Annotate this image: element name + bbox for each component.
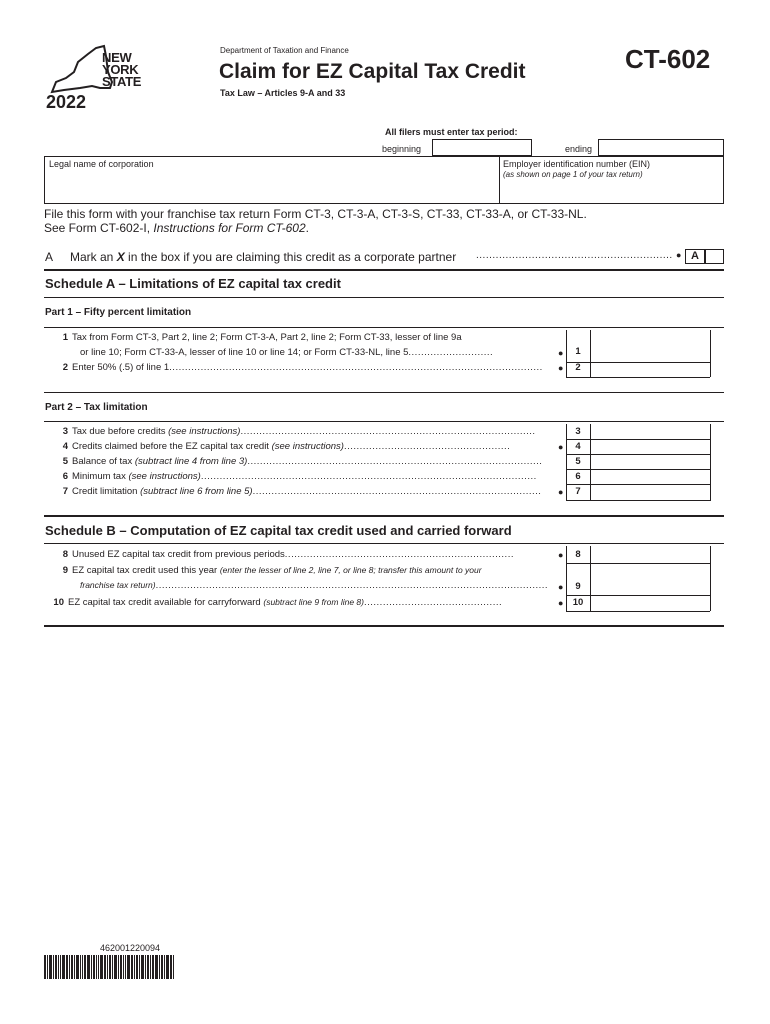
line-1-amount[interactable] <box>590 345 710 360</box>
logo-word-new: NEW <box>102 50 132 65</box>
filing-instruction: File this form with your franchise tax return Form CT-3, CT-3-A, CT-3-S, CT-33, CT-33-A, or CT-33-NL. <box>44 207 587 221</box>
legal-name-field[interactable] <box>45 157 498 203</box>
part2-title: Part 2 – Tax limitation <box>45 402 148 413</box>
corporate-partner-checkbox[interactable] <box>705 249 724 264</box>
line-10-amount[interactable] <box>590 595 710 610</box>
item-a-bullet: ● <box>676 250 682 260</box>
line-2-amount[interactable] <box>590 362 710 377</box>
line-9-amount[interactable] <box>590 579 710 594</box>
part1-title: Part 1 – Fifty percent limitation <box>45 307 192 318</box>
line-7-amount[interactable] <box>590 484 710 499</box>
line-4-amount[interactable] <box>590 439 710 454</box>
line-5-amount[interactable] <box>590 454 710 469</box>
ein-field[interactable] <box>500 157 723 203</box>
line-6-amount[interactable] <box>590 469 710 484</box>
item-a-label-box: A <box>685 249 705 264</box>
legal-name-label: Legal name of corporation <box>49 159 154 169</box>
item-a-letter: A <box>45 250 54 264</box>
form-number: CT-602 <box>625 44 711 74</box>
line-3-amount[interactable] <box>590 424 710 439</box>
beginning-label: beginning <box>382 144 422 154</box>
logo-word-state: STATE <box>102 74 142 89</box>
line-8-amount[interactable] <box>590 547 710 562</box>
form-year: 2022 <box>46 92 87 112</box>
ein-note: (as shown on page 1 of your tax return) <box>503 170 643 179</box>
nys-logo <box>44 42 154 112</box>
barcode <box>44 955 194 979</box>
schedule-b-title: Schedule B – Computation of EZ capital tax credit used and carried forward <box>45 523 512 538</box>
ending-date-field[interactable] <box>598 139 724 156</box>
instructions-reference: See Form CT-602-I, Instructions for Form CT-602. <box>44 221 309 235</box>
beginning-date-field[interactable] <box>432 139 532 156</box>
logo-word-york: YORK <box>102 62 139 77</box>
ein-label: Employer identification number (EIN) <box>503 159 651 169</box>
ending-label: ending <box>565 144 593 154</box>
schedule-a-title: Schedule A – Limitations of EZ capital tax credit <box>45 276 341 291</box>
barcode-number: 462001220094 <box>100 943 161 953</box>
department-name: Department of Taxation and Finance <box>220 46 349 55</box>
item-a-text: Mark an X in the box if you are claiming this credit as a corporate partner <box>70 250 457 264</box>
form-title: Claim for EZ Capital Tax Credit <box>219 60 526 83</box>
tax-law-reference: Tax Law – Articles 9-A and 33 <box>220 88 346 98</box>
tax-period-instruction: All filers must enter tax period: <box>385 127 518 137</box>
